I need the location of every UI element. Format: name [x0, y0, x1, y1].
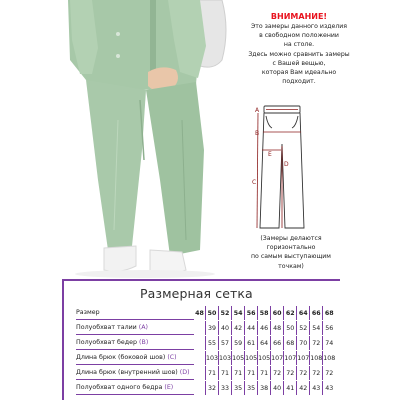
size-header-cell: 62 [283, 306, 296, 320]
table-cell: 40 [218, 321, 231, 335]
size-header-cell: 48 [195, 309, 204, 317]
row-label-mark: (D) [179, 369, 190, 376]
table-cell: 74 [322, 336, 335, 350]
table-cell: 41 [283, 381, 296, 395]
model-illustration [0, 0, 230, 282]
size-header-cell: 58 [257, 306, 270, 320]
table-cell: 55 [205, 336, 218, 350]
table-cell: 50 [283, 321, 296, 335]
row-label [76, 366, 194, 380]
size-table [76, 305, 335, 396]
table-cell: 71 [218, 366, 231, 380]
warning-line: в свободном положении [259, 32, 339, 40]
table-cell: 71 [231, 366, 244, 380]
trousers-diagram [252, 104, 322, 232]
size-header-cell: 52 [218, 306, 231, 320]
table-cell: 59 [231, 336, 244, 350]
note-line: (Замеры делаются [260, 235, 322, 242]
table-cell: 54 [309, 321, 322, 335]
table-cell: 48 [270, 321, 283, 335]
table-row [76, 321, 335, 335]
warning-line: которая Вам идеально [261, 69, 337, 77]
table-cell [194, 366, 205, 380]
size-chart [62, 279, 340, 400]
row-label [76, 351, 194, 365]
table-cell: 105 [257, 351, 270, 365]
table-cell: 35 [231, 381, 244, 395]
row-label-text: Длина брюк (внутренний шов) [76, 369, 178, 376]
diagram-label: E [268, 151, 272, 158]
table-cell [194, 381, 205, 395]
table-cell: 46 [257, 321, 270, 335]
row-label-mark: (A) [138, 324, 149, 331]
table-cell: 40 [270, 381, 283, 395]
table-cell: 33 [218, 381, 231, 395]
table-row [76, 336, 335, 350]
table-cell: 103 [218, 351, 231, 365]
diagram-label: D [284, 161, 289, 168]
table-cell: 72 [296, 366, 309, 380]
table-cell: 52 [296, 321, 309, 335]
size-header-cell: 64 [296, 306, 309, 320]
diagram-label: B [255, 130, 260, 137]
diagram-label: A [255, 107, 260, 114]
table-cell: 72 [270, 366, 283, 380]
table-cell [194, 336, 205, 350]
note-line: горизонтально [266, 244, 316, 252]
table-cell: 71 [244, 366, 257, 380]
table-cell: 108 [309, 351, 322, 365]
table-cell: 35 [244, 381, 257, 395]
warning-line: Это замеры данного изделия [250, 23, 348, 30]
size-header-cell: 68 [322, 306, 335, 320]
size-header-label: Размер [76, 306, 194, 320]
warning-line: на столе. [283, 41, 315, 49]
table-cell: 103 [205, 351, 218, 365]
table-row [76, 366, 335, 380]
table-cell: 107 [270, 351, 283, 365]
table-cell: 72 [309, 336, 322, 350]
row-label-mark: (B) [139, 339, 149, 346]
table-cell: 42 [296, 381, 309, 395]
size-header-cell: 60 [270, 306, 283, 320]
table-cell: 107 [283, 351, 296, 365]
table-cell: 107 [296, 351, 309, 365]
note-line: точкам) [278, 262, 304, 270]
row-label-text: Полуобхват талии [76, 324, 137, 331]
table-cell [194, 321, 205, 335]
row-label-text: Полуобхват одного бедра [76, 384, 163, 391]
table-cell: 105 [244, 351, 257, 365]
table-cell: 66 [270, 336, 283, 350]
table-cell: 61 [244, 336, 257, 350]
table-cell: 57 [218, 336, 231, 350]
table-cell: 71 [257, 366, 270, 380]
table-cell: 68 [283, 336, 296, 350]
table-cell: 42 [231, 321, 244, 335]
table-cell: 38 [257, 381, 270, 395]
measurement-warning [224, 12, 374, 86]
row-label-text: Полуобхват бедер [76, 339, 138, 346]
table-cell: 108 [322, 351, 335, 365]
table-cell: 105 [231, 351, 244, 365]
row-label-mark: (C) [167, 354, 177, 361]
size-chart-title: Размерная сетка [140, 286, 253, 301]
table-cell [194, 351, 205, 365]
table-cell: 43 [309, 381, 322, 395]
table-cell: 70 [296, 336, 309, 350]
trousers-outline-icon [252, 104, 322, 232]
row-label-mark: (E) [164, 384, 174, 391]
table-cell: 39 [205, 321, 218, 335]
note-line: по самым выступающим [251, 253, 331, 261]
table-cell: 71 [205, 366, 218, 380]
warning-line: Здесь можно сравнить замеры [248, 50, 350, 58]
table-cell: 56 [322, 321, 335, 335]
table-cell: 32 [205, 381, 218, 395]
row-label [76, 321, 194, 335]
table-cell: 72 [322, 366, 335, 380]
size-header-row [76, 306, 335, 320]
warning-line: подходит. [282, 78, 316, 86]
size-header-cell: 66 [309, 306, 322, 320]
row-label [76, 381, 194, 395]
product-photo [0, 0, 230, 282]
warning-line: с Вашей вещью, [272, 59, 326, 67]
row-label-text: Длина брюк (боковой шов) [76, 354, 166, 361]
measurement-note [216, 234, 366, 271]
table-row [76, 351, 335, 365]
row-label [76, 336, 194, 350]
table-cell: 72 [283, 366, 296, 380]
size-header-cell: 50 [205, 306, 218, 320]
size-header-cell: 54 [231, 306, 244, 320]
table-row [76, 381, 335, 395]
size-header-cell: 56 [244, 306, 257, 320]
warning-title: ВНИМАНИЕ! [270, 12, 328, 21]
table-cell: 44 [244, 321, 257, 335]
table-cell: 72 [309, 366, 322, 380]
table-cell: 64 [257, 336, 270, 350]
table-cell: 43 [322, 381, 335, 395]
diagram-label: C [252, 179, 257, 186]
